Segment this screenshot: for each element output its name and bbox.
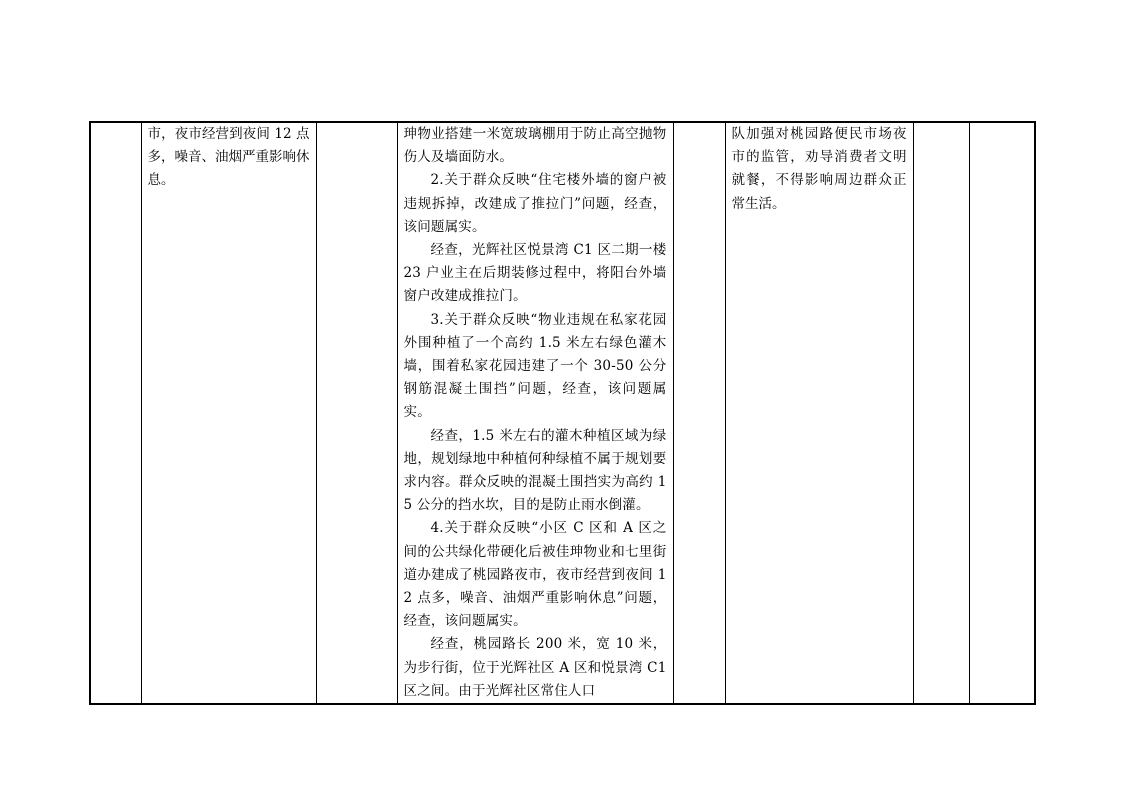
findings-paragraph: 经查，1.5 米左右的灌木种植区域为绿地，规划绿地中种植何种绿植不属于规划要求内容。群众反映的混凝土围挡实为高约 15 公分的挡水坎，目的是防止雨水倒灌。 [403, 427, 667, 514]
cell-col7 [913, 122, 969, 704]
cell-col5 [673, 122, 725, 704]
complaint-text: 市，夜市经营到夜间 12 点多，噪音、油烟严重影响休息。 [147, 126, 310, 189]
cell-col8 [969, 122, 1035, 704]
cell-findings [397, 122, 673, 704]
cell-col3 [316, 122, 397, 704]
findings-paragraph: 经查，光辉社区悦景湾 C1 区二期一楼 23 户业主在后期装修过程中，将阳台外墙窗户改建成推拉门。 [403, 242, 667, 305]
cell-index [90, 122, 141, 704]
cell-measures [725, 122, 913, 704]
table-row [90, 122, 1035, 704]
document-table [89, 121, 1036, 705]
findings-paragraph: 4.关于群众反映“小区 C 区和 A 区之间的公共绿化带硬化后被佳珅物业和七里街道办建成了桃园路夜市，夜市经营到夜间 12 点多，噪音、油烟严重影响休息”问题，经查，该问题属实。 [403, 520, 667, 630]
findings-text [398, 123, 673, 703]
findings-paragraph: 经查，桃园路长 200 米，宽 10 米，为步行街，位于光辉社区 A 区和悦景湾 C1 区之间。由于光辉社区常住人口 [403, 636, 667, 699]
measures-text: 队加强对桃园路便民市场夜市的监管，劝导消费者文明就餐，不得影响周边群众正常生活。 [731, 126, 907, 212]
findings-paragraph: 3.关于群众反映“物业违规在私家花园外围种植了一个高约 1.5 米左右绿色灌木墙，围着私家花园违建了一个 30-50 公分钢筋混凝土围挡”问题，经查，该问题属实。 [403, 311, 667, 421]
findings-paragraph: 2.关于群众反映“住宅楼外墙的窗户被违规拆掉，改建成了推拉门”问题，经查，该问题属实。 [403, 172, 667, 235]
findings-paragraph: 珅物业搭建一米宽玻璃棚用于防止高空抛物伤人及墙面防水。 [403, 126, 667, 166]
cell-complaint [141, 122, 316, 704]
